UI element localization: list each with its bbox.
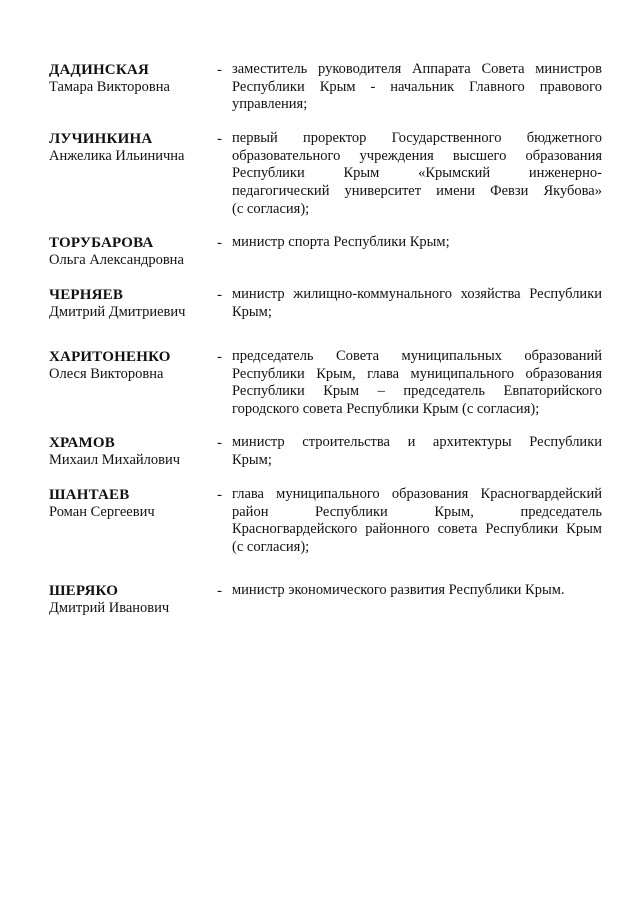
description-line: район Республики Крым, председатель bbox=[232, 503, 602, 520]
description-line: Республики Крым - начальник Главного правового bbox=[232, 78, 602, 95]
person-given-name: Олеся Викторовна bbox=[49, 366, 164, 382]
separator-dash: - bbox=[217, 349, 222, 365]
person-surname: ЛУЧИНКИНА bbox=[49, 131, 153, 147]
description-line: Красногвардейского районного совета Республики Крым bbox=[232, 521, 602, 538]
description-line: городского совета Республики Крым (с согласия); bbox=[232, 401, 540, 418]
description-line: педагогический университет имени Февзи Якубова» bbox=[232, 183, 602, 200]
description-line: Крым; bbox=[232, 451, 272, 468]
description-line: заместитель руководителя Аппарата Совета министров bbox=[232, 61, 602, 77]
description-line: министр жилищно-коммунального хозяйства Республики bbox=[232, 286, 602, 302]
position-description bbox=[232, 61, 602, 114]
separator-dash: - bbox=[217, 583, 222, 599]
separator-dash: - bbox=[217, 62, 222, 78]
person-given-name: Тамара Викторовна bbox=[49, 79, 170, 95]
person-surname: ШЕРЯКО bbox=[49, 583, 119, 599]
separator-dash: - bbox=[217, 435, 222, 451]
position-description bbox=[232, 582, 602, 600]
separator-dash: - bbox=[217, 287, 222, 303]
person-given-name: Дмитрий Иванович bbox=[49, 600, 170, 616]
separator-dash: - bbox=[217, 131, 222, 147]
position-description bbox=[232, 234, 602, 252]
position-description bbox=[232, 348, 602, 419]
person-surname: ЧЕРНЯЕВ bbox=[49, 287, 124, 303]
description-line: глава муниципального образования Красногвардейский bbox=[232, 486, 602, 502]
person-surname: ХАРИТОНЕНКО bbox=[49, 349, 171, 365]
description-line: (с согласия); bbox=[232, 539, 310, 556]
description-line: председатель Совета муниципальных образований bbox=[232, 348, 602, 364]
person-given-name: Анжелика Ильинична bbox=[49, 148, 185, 164]
person-given-name: Дмитрий Дмитриевич bbox=[49, 304, 186, 320]
description-line: Крым; bbox=[232, 303, 272, 320]
description-line: министр экономического развития Республики Крым. bbox=[232, 582, 565, 598]
person-surname: ТОРУБАРОВА bbox=[49, 235, 154, 251]
position-description bbox=[232, 130, 602, 219]
position-description bbox=[232, 486, 602, 557]
description-line: Республики Крым, глава муниципального образования bbox=[232, 365, 602, 382]
description-line: Республики Крым – председатель Евпаторийского bbox=[232, 383, 602, 400]
position-description bbox=[232, 434, 602, 469]
description-line: министр строительства и архитектуры Республики bbox=[232, 434, 602, 450]
description-line: Республики Крым «Крымский инженерно- bbox=[232, 165, 602, 182]
person-given-name: Михаил Михайлович bbox=[49, 452, 181, 468]
separator-dash: - bbox=[217, 235, 222, 251]
person-given-name: Роман Сергеевич bbox=[49, 504, 155, 520]
person-surname: ДАДИНСКАЯ bbox=[49, 62, 149, 78]
description-line: первый проректор Государственного бюджетного bbox=[232, 130, 602, 146]
description-line: министр спорта Республики Крым; bbox=[232, 234, 450, 250]
description-line: образовательного учреждения высшего образования bbox=[232, 147, 602, 164]
person-surname: ХРАМОВ bbox=[49, 435, 115, 451]
description-line: управления; bbox=[232, 96, 308, 113]
position-description bbox=[232, 286, 602, 321]
separator-dash: - bbox=[217, 487, 222, 503]
person-given-name: Ольга Александровна bbox=[49, 252, 184, 268]
person-surname: ШАНТАЕВ bbox=[49, 487, 130, 503]
description-line: (с согласия); bbox=[232, 200, 310, 217]
